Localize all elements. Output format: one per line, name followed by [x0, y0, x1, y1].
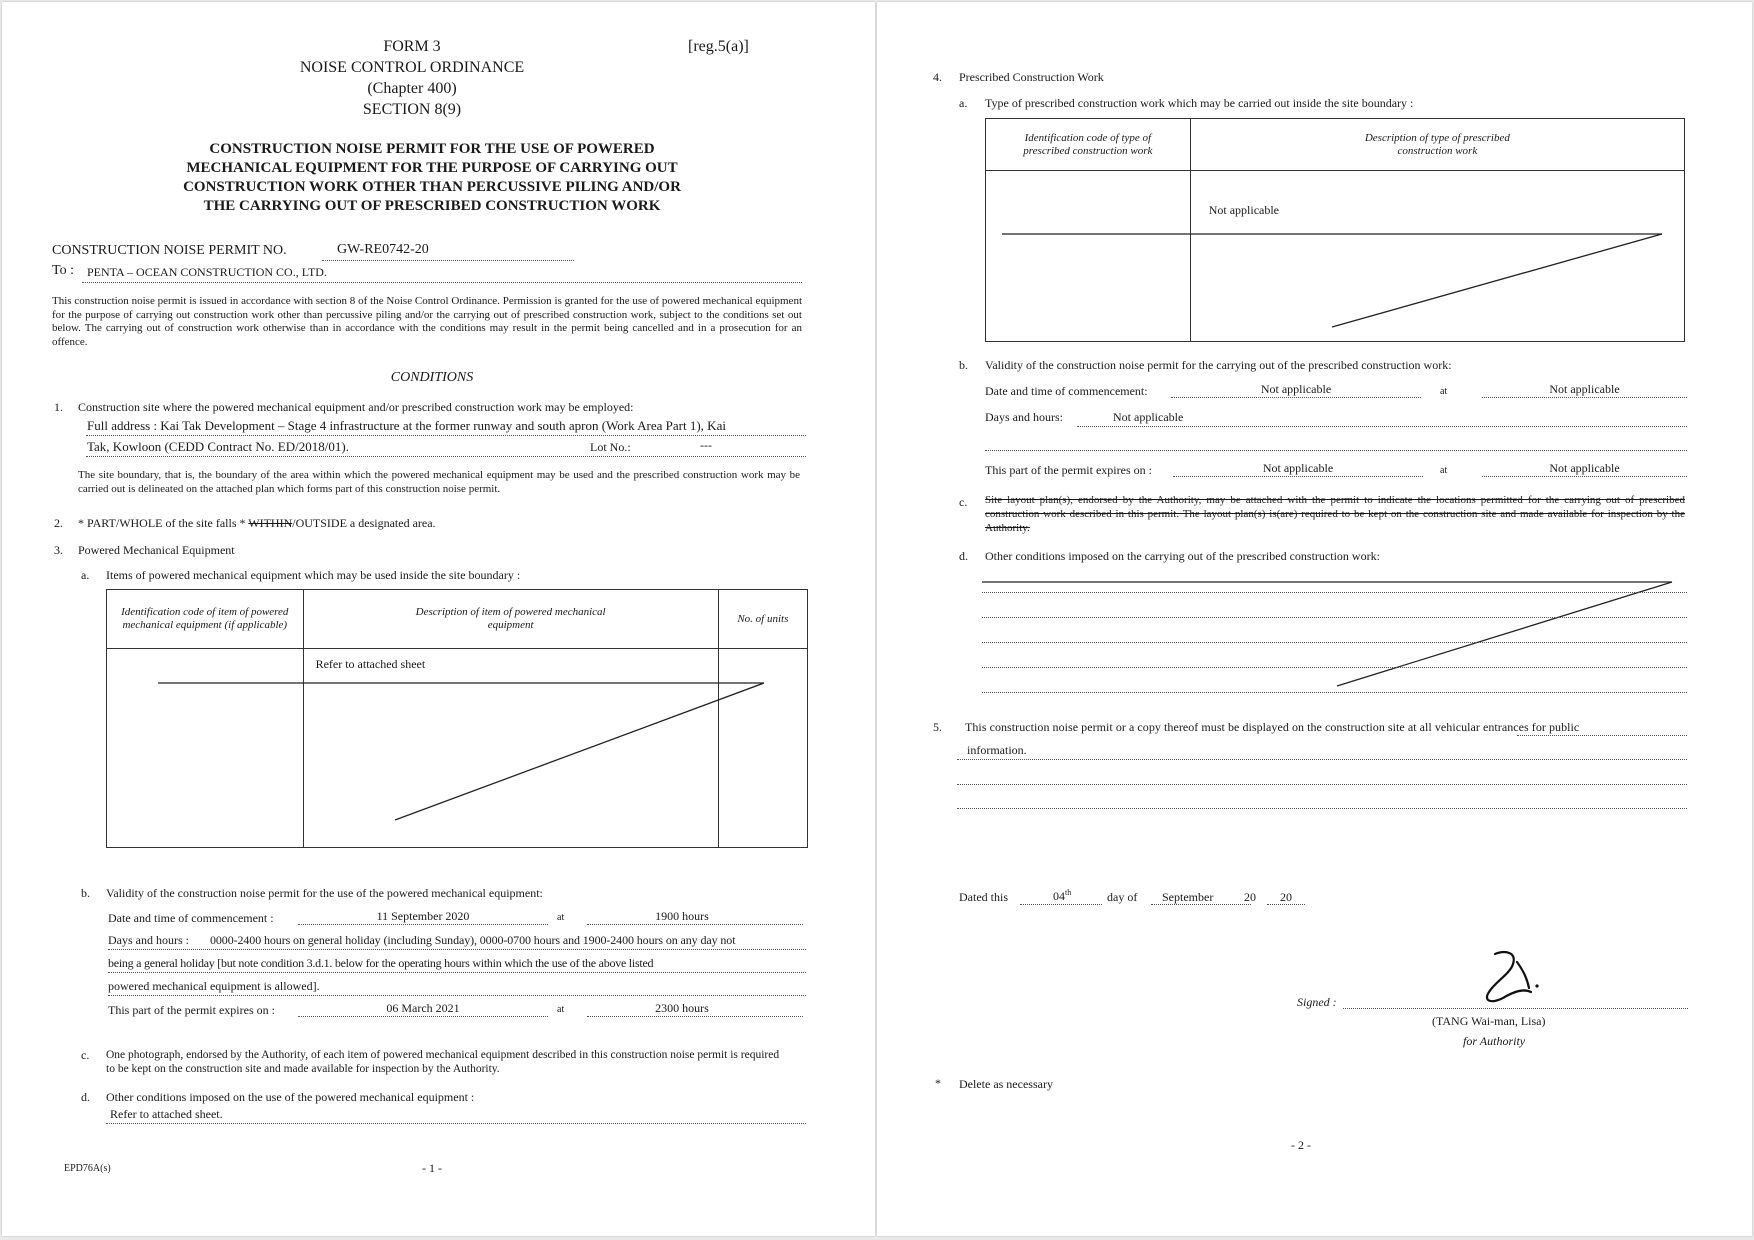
condition-1-text: Construction site where the powered mechanical equipment and/or prescribed construction work may be employed:: [78, 400, 634, 414]
condition-3a-number: a.: [81, 568, 90, 582]
day-of-label: day of: [1107, 890, 1138, 904]
page-number-1: - 1 -: [422, 1161, 442, 1175]
work-table-header-description: Description of type of prescribed construction work: [1364, 131, 1510, 157]
page-2: [877, 2, 1752, 1236]
pcw-days-value: Not applicable: [1113, 410, 1184, 424]
condition-4a-number: a.: [959, 96, 968, 110]
dated-month: September: [1162, 890, 1214, 904]
section: SECTION 8(9): [362, 101, 462, 118]
signature: [877, 2, 1752, 1236]
pcw-expiry-date: Not applicable: [1262, 461, 1334, 475]
pcw-at-1: at: [1440, 386, 1448, 397]
pcw-days-label: Days and hours:: [985, 410, 1063, 424]
equipment-table-header-units: No. of units: [737, 612, 789, 625]
condition-4-number: 4.: [933, 70, 942, 84]
form-code: EPD76A(s): [64, 1163, 111, 1174]
page-1: [2, 2, 875, 1236]
site-address-line-2: Tak, Kowloon (CEDD Contract No. ED/2018/01).: [87, 439, 349, 454]
condition-2-number: 2.: [54, 516, 63, 530]
pme-days-line-2: being a general holiday [but note condition 3.d.1. below for the operating hours within which the use of the above listed: [108, 956, 654, 970]
lot-value: ---: [700, 438, 712, 452]
condition-4d-text: Other conditions imposed on the carrying out of the prescribed construction work:: [985, 549, 1380, 563]
equipment-table-header-code: Identification code of item of powered mechanical equipment (if applicable): [121, 606, 289, 631]
page-number-2: - 2 -: [1291, 1138, 1311, 1152]
pme-at-1: at: [557, 912, 565, 923]
condition-3d-text: Other conditions imposed on the use of the powered mechanical equipment :: [106, 1090, 475, 1104]
condition-3c-text: One photograph, endorsed by the Authority, of each item of powered mechanical equipment described in this construction noise permit is required to be kept on the construction site and made available for inspection by the Authority.: [106, 1049, 780, 1075]
condition-5-number: 5.: [933, 720, 942, 734]
dated-year-prefix: 20: [1244, 890, 1256, 904]
pme-commencement-time: 1900 hours: [655, 909, 709, 923]
condition-4a-text: Type of prescribed construction work which may be carried out inside the site boundary :: [985, 96, 1414, 110]
for-authority: for Authority: [1463, 1034, 1526, 1048]
site-address-line-1: Full address : Kai Tak Development – Stage 4 infrastructure at the former runway and south apron (Work Area Part 1), Kai: [87, 418, 726, 433]
condition-3d-number: d.: [81, 1090, 90, 1104]
condition-5-line-2: information.: [967, 743, 1027, 757]
signatory-name: (TANG Wai-man, Lisa): [1432, 1014, 1546, 1028]
permit-number: GW-RE0742-20: [337, 242, 429, 257]
condition-3b-text: Validity of the construction noise permit for the use of the powered mechanical equipment:: [106, 886, 543, 900]
pme-expiry-time: 2300 hours: [655, 1001, 709, 1015]
condition-4b-text: Validity of the construction noise permit for the carrying out of the prescribed construction work:: [985, 358, 1452, 372]
condition-1-number: 1.: [54, 400, 63, 414]
pcw-expiry-label: This part of the permit expires on :: [985, 463, 1152, 477]
pme-commencement-label: Date and time of commencement :: [108, 911, 274, 925]
dated-year: 20: [1280, 890, 1292, 904]
ordinance-name: NOISE CONTROL ORDINANCE: [299, 59, 525, 76]
pcw-commencement-time: Not applicable: [1549, 382, 1620, 396]
condition-4c-number: c.: [959, 495, 968, 509]
pcw-commencement-date: Not applicable: [1260, 382, 1332, 396]
delete-asterisk: *: [935, 1076, 941, 1090]
conditions-heading: CONDITIONS: [390, 370, 474, 385]
condition-3d-value: Refer to attached sheet.: [110, 1107, 223, 1121]
recipient: PENTA – OCEAN CONSTRUCTION CO., LTD.: [87, 265, 327, 279]
work-table-header-code: Identification code of type of prescribed construction work: [1023, 131, 1153, 157]
condition-3-heading: Powered Mechanical Equipment: [78, 543, 235, 557]
condition-4b-number: b.: [959, 358, 968, 372]
condition-4d-number: d.: [959, 549, 968, 563]
pcw-at-2: at: [1440, 465, 1448, 476]
form-number: FORM 3: [383, 38, 441, 55]
condition-5-line-1: This construction noise permit or a copy thereof must be displayed on the construction site at all vehicular entrances for public: [965, 720, 1580, 734]
pcw-commencement-label: Date and time of commencement:: [985, 384, 1148, 398]
condition-4c-text: Site layout plan(s), endorsed by the Authority, may be attached with the permit to indicate the locations permitted for the carrying out of prescribed construction work described in this permit. The layout plan(s) is(are) required to be kept on the construction site and made available for inspection by the Authority.: [985, 494, 1685, 534]
pme-commencement-date: 11 September 2020: [376, 909, 470, 923]
dated-day: 04th: [1053, 888, 1072, 903]
regulation-ref: [reg.5(a)]: [688, 38, 749, 55]
pme-days-line-1: 0000-2400 hours on general holiday (including Sunday), 0000-0700 hours and 1900-2400 hours on any day not: [210, 933, 736, 947]
condition-2-text: * PART/WHOLE of the site falls * WITHIN/OUTSIDE a designated area.: [78, 516, 436, 530]
condition-3a-text: Items of powered mechanical equipment which may be used inside the site boundary :: [106, 568, 521, 582]
dated-label: Dated this: [959, 890, 1008, 904]
condition-3-number: 3.: [54, 543, 63, 557]
permit-title: CONSTRUCTION NOISE PERMIT FOR THE USE OF POWERED MECHANICAL EQUIPMENT FOR THE PURPOSE OF CARRYING OUT CONSTRUCTION WORK OTHER THAN PERCUSSIVE PILING AND/OR THE CARRYING OUT OF PRESCRIBED CONSTRUCTION WORK: [183, 141, 681, 214]
pme-days-line-3: powered mechanical equipment is allowed].: [108, 979, 320, 993]
to-label: To :: [52, 263, 74, 278]
lot-label: Lot No.:: [590, 440, 631, 454]
pme-at-2: at: [557, 1004, 565, 1015]
equipment-table-entry: Refer to attached sheet: [315, 657, 426, 671]
condition-4-heading: Prescribed Construction Work: [959, 70, 1104, 84]
pme-expiry-label: This part of the permit expires on :: [108, 1003, 275, 1017]
delete-note: Delete as necessary: [959, 1077, 1053, 1091]
intro-paragraph: This construction noise permit is issued in accordance with section 8 of the Noise Control Ordinance. Permission is granted for the use of powered mechanical equipment for the purpose of carrying out construction work other than percussive piling and/or the carrying out of prescribed construction work, subject to the conditions set out below. The carrying out of construction work otherwise than in accordance with the conditions may result in the permit being cancelled and in a prosecution for an offence.: [52, 295, 802, 348]
permit-number-label: CONSTRUCTION NOISE PERMIT NO.: [52, 243, 287, 258]
pcw-expiry-time: Not applicable: [1549, 461, 1620, 475]
condition-3c-number: c.: [81, 1048, 90, 1062]
pme-days-label: Days and hours :: [108, 933, 189, 947]
site-boundary-text: The site boundary, that is, the boundary of the area within which the powered mechanical equipment may be used and the prescribed construction work may be carried out is delineated on the attached plan which forms part of this construction noise permit.: [78, 469, 800, 495]
work-table-entry: Not applicable: [1208, 203, 1280, 217]
signed-label: Signed :: [1297, 995, 1337, 1009]
chapter: (Chapter 400): [367, 80, 457, 97]
condition-3b-number: b.: [81, 886, 90, 900]
equipment-table-header-description: Description of item of powered mechanical equipment: [415, 606, 606, 631]
pme-expiry-date: 06 March 2021: [386, 1001, 460, 1015]
